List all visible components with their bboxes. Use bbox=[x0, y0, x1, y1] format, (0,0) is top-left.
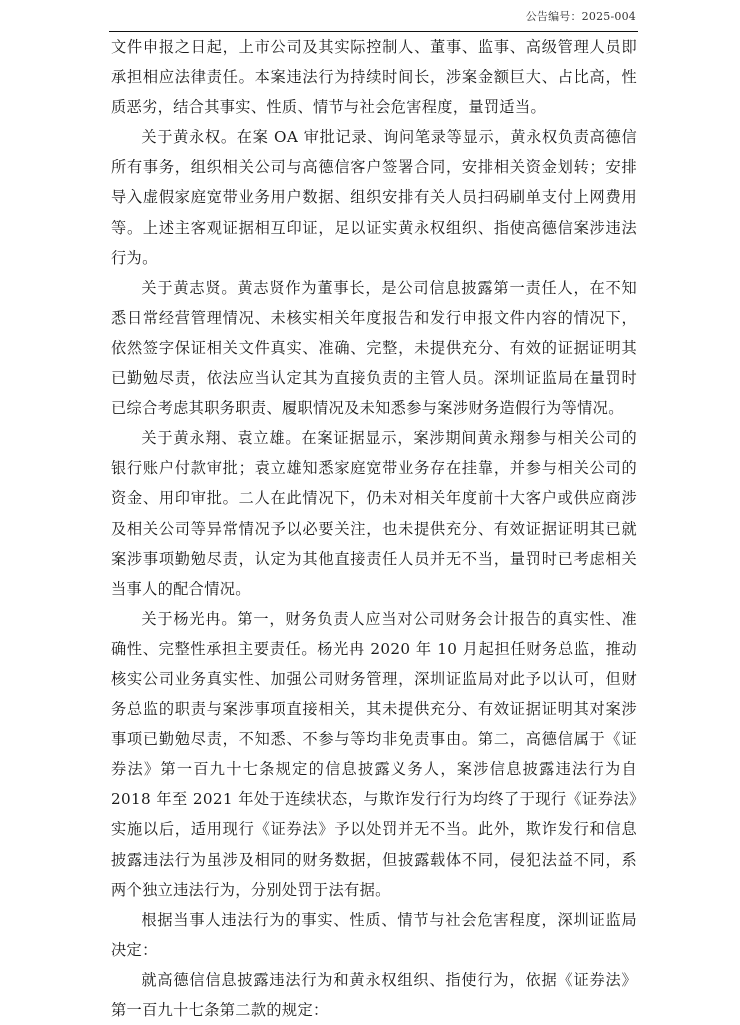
paragraph-huang-yongquan: 关于黄永权。在案 OA 审批记录、询问笔录等显示，黄永权负责高德信所有事务，组织相关公司与高德信客户签署合同，安排相关资金划转；安排导入虚假家庭宽带业务用户数据、组织安排有关人员扫码刷单支付上网费用等。上述主客观证据相互印证，足以证实黄永权组织、指使高德信案涉违法行为。 bbox=[111, 128, 637, 267]
paragraph-huang-yongxiang-yuan-lixiong: 关于黄永翔、袁立雄。在案证据显示，案涉期间黄永翔参与相关公司的银行账户付款审批；袁立雄知悉家庭宽带业务存在挂靠，并参与相关公司的资金、用印审批。二人在此情况下，仍未对相关年度前十大客户或供应商涉及相关公司等异常情况予以必要关注，也未提供充分、有效证据证明其已就案涉事项勤勉尽责，认定为其他直接责任人员并无不当，量罚时已考虑相关当事人的配合情况。 bbox=[111, 429, 637, 598]
announcement-number: 公告编号：2025-004 bbox=[525, 10, 636, 23]
paragraph-liability-summary: 文件申报之日起，上市公司及其实际控制人、董事、监事、高级管理人员即承担相应法律责任。本案违法行为持续时间长，涉案金额巨大、占比高，性质恶劣，结合其事实、性质、情节与社会危害程度，量罚适当。 bbox=[111, 38, 637, 117]
document-body bbox=[111, 32, 637, 1025]
paragraph-yang-guangran: 关于杨光冉。第一，财务负责人应当对公司财务会计报告的真实性、准确性、完整性承担主要责任。杨光冉 2020 年 10 月起担任财务总监，推动核实公司业务真实性、加强公司财务管理，深圳证监局对此予以认可，但财务总监的职责与案涉事项直接相关，其未提供充分、有效证据证明其对案涉事项已勤勉尽责，不知悉、不参与等均非免责事由。第二，高德信属于《证券法》第一百九十七条规定的信息披露义务人，案涉信息披露违法行为自 2018 年至 2021 年处于连续状态，与欺诈发行行为均终了于现行《证券法》实施以后，适用现行《证券法》予以处罚并无不当。此外，欺诈发行和信息披露违法行为虽涉及相同的财务数据，但披露载体不同，侵犯法益不同，系两个独立违法行为，分别处罚于法有据。 bbox=[111, 609, 637, 899]
paragraph-decision-intro: 根据当事人违法行为的事实、性质、情节与社会危害程度，深圳证监局决定： bbox=[111, 910, 637, 959]
paragraph-decision-basis: 就高德信信息披露违法行为和黄永权组织、指使行为，依据《证券法》第一百九十七条第二款的规定： bbox=[111, 970, 637, 1019]
paragraph-huang-zhixian: 关于黄志贤。黄志贤作为董事长，是公司信息披露第一责任人，在不知悉日常经营管理情况、未核实相关年度报告和发行申报文件内容的情况下，依然签字保证相关文件真实、准确、完整，未提供充分、有效的证据证明其已勤勉尽责，依法应当认定其为直接负责的主管人员。深圳证监局在量罚时已综合考虑其职务职责、履职情况及未知悉参与案涉财务造假行为等情况。 bbox=[111, 278, 637, 418]
page-header bbox=[109, 0, 638, 32]
